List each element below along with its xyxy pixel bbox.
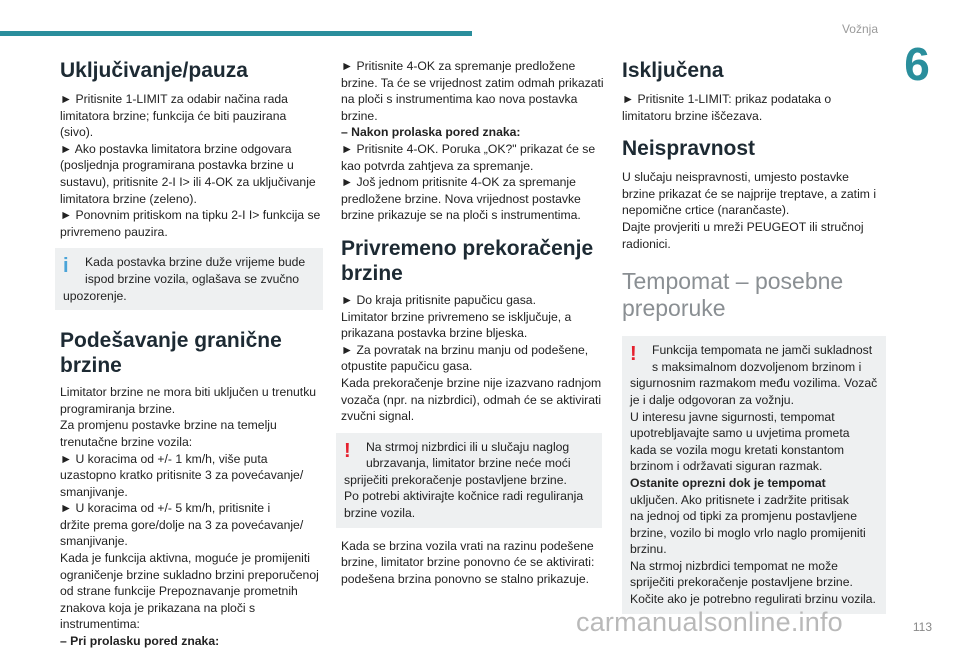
text-line: Kada prekoračenje brzine nije izazvano radnjom [341, 375, 602, 390]
text-line: brzine prikazuje se na ploči s instrumentima. [341, 208, 581, 223]
text-line: zvučni signal. [341, 409, 415, 424]
text-line: smanjivanje. [60, 534, 128, 549]
text-line: ► U koracima od +/- 5 km/h, pritisnite i [60, 501, 271, 516]
text-line: Dajte provjeriti u mreži PEUGEOT ili stručnoj [622, 219, 864, 234]
note-line: spriječiti prekoračenje postavljene brzine. [344, 472, 567, 487]
note-line: Na strmoj nizbrdici ili u slučaju naglog [366, 439, 570, 454]
note-line: Po potrebi aktivirajte kočnice radi reguliranja [344, 489, 584, 504]
text-line: vozača (npr. na nizbrdici), odmah će se aktivirati [341, 392, 602, 407]
note-line: s maksimalnom dozvoljenom brzinom i [652, 359, 862, 374]
text-line: uzastopno kratko pritisnite 3 za povećavanje/ [60, 468, 304, 483]
text-line: ► Pritisnite 4-OK. Poruka „OK?" prikazat će se [341, 141, 596, 156]
text-line: radionici. [622, 236, 671, 251]
text-line: Limitator brzine ne mora biti uključen u trenutku [60, 385, 317, 400]
text-line: ► U koracima od +/- 1 km/h, više puta [60, 451, 268, 466]
heading-podesavanje [60, 328, 322, 378]
info-note [55, 248, 323, 310]
text-line: instrumentima: [60, 617, 140, 632]
note-line: Kočite ako je potrebno regulirati brzinu vozila. [630, 592, 876, 607]
note-line: ispod brzine vozila, oglašava se zvučno [85, 271, 300, 286]
note-line: Na strmoj nizbrdici tempomat ne može [630, 558, 838, 573]
text-line: od strane funkcije Prepoznavanje prometnih [60, 584, 298, 599]
text-line: ► Pritisnite 1-LIMIT: prikaz podataka o [622, 92, 832, 106]
header-accent-bar [0, 31, 472, 36]
paragraph-podesavanje [60, 384, 322, 650]
note-line: kada se vozila mogu kretati konstantom [630, 442, 845, 457]
watermark: carmanualsonline.info [576, 607, 843, 637]
note-line: je i dalje odgovoran za vožnju. [630, 392, 794, 407]
text-line: ► Ponovnim pritiskom na tipku 2-I I> funkcija se [60, 208, 321, 223]
note-line: brzinom i održavati siguran razmak. [630, 459, 823, 474]
text-line: prikazana postavka brzine bljeska. [341, 326, 528, 341]
text-line: limitatoru brzine iščezava. [622, 108, 763, 123]
text-line: otpustite papučicu gasa. [341, 359, 473, 374]
text-line: limitatora brzine; funkcija će biti pauzirana (sivo). [60, 108, 287, 140]
text-line: ► Još jednom pritisnite 4-OK za spremanje [341, 175, 576, 190]
warning-icon: ! [344, 439, 351, 462]
heading-prekoracenje [341, 236, 607, 286]
column-1 [60, 58, 322, 650]
note-line: U interesu javne sigurnosti, tempomat [630, 409, 835, 424]
text-line: – Pri prolasku pored znaka: [60, 634, 220, 649]
text-line: ograničenje brzine sukladno brzini preporučenoj [60, 567, 319, 582]
heading-line: brzine [341, 261, 403, 285]
paragraph-ukljucivanje [60, 91, 322, 240]
text-line: Kada je funkcija aktivna, moguće je promijeniti [60, 551, 310, 566]
warning-note [622, 336, 886, 614]
note-line: uključen. Ako pritisnete i zadržite pritisak [630, 492, 849, 507]
note-line: Kada postavka brzine duže vrijeme bude [85, 255, 306, 270]
note-line: brzinu. [630, 542, 667, 557]
heading-line: brzine [60, 354, 122, 378]
heading-ukljucivanje: Uključivanje/pauza [60, 59, 248, 82]
text-line: podešena brzina ponovno se stalno prikazuje. [341, 571, 589, 586]
heading-line: Podešavanje granične [60, 329, 282, 353]
text-line: kao potvrda zahtjeva za spremanje. [341, 158, 534, 173]
text-line: predložene brzine. Nova vrijednost postavke [341, 191, 581, 206]
text-line: znakova koja je prikazana na ploči s [60, 600, 256, 615]
text-line: ► Do kraja pritisnite papučicu gasa. [341, 292, 536, 307]
paragraph-znak [341, 58, 607, 224]
text-line: ► Ako postavka limitatora brzine odgovara [60, 141, 292, 156]
text-line: U slučaju neispravnosti, umjesto postavke [622, 170, 849, 185]
heading-line: preporuke [622, 295, 726, 322]
text-line: sustavu), pritisnite 2-I I> ili 4-OK za uključivanje [60, 174, 316, 189]
text-line: brzine prikazat će se najprije treptave, a zatim i [622, 186, 877, 201]
chapter-number: 6 [904, 38, 930, 90]
text-line: (posljednja programirana postavka brzine u [60, 158, 294, 173]
note-line: upozorenje. [63, 288, 127, 303]
heading-tempomat [622, 268, 888, 322]
paragraph-neispravnost [622, 169, 888, 252]
text-line: Kada se brzina vozila vrati na razinu podešene [341, 538, 594, 553]
page-number: 113 [912, 620, 932, 634]
text-line: brzine, limitator brzine ponovno će se aktivirati: [341, 555, 595, 570]
text-line: privremeno pauzira. [60, 224, 168, 239]
text-line: smanjivanje. [60, 484, 128, 499]
text-line: brzine. Ta će se vrijednost zatim odmah prikazati [341, 75, 604, 90]
text-line: limitatora brzine (zeleno). [60, 191, 197, 206]
text-line: ► Za povratak na brzinu manju od podešene, [341, 342, 589, 357]
text-line: Za promjenu postavke brzine na temelju [60, 418, 277, 433]
text-line: Limitator brzine privremeno se isključuje, a [341, 309, 572, 324]
heading-line: Tempomat – posebne [622, 268, 844, 295]
note-line: upotrebljavajte samo u uvjetima prometa [630, 426, 850, 441]
note-line: ubrzavanja, limitator brzine neće moći [366, 456, 571, 471]
text-line: ► Pritisnite 4-OK za spremanje predložene [341, 59, 576, 73]
text-line: ► Pritisnite 1-LIMIT za odabir načina rada [60, 92, 288, 106]
paragraph-povratak [341, 538, 607, 588]
paragraph-prekoracenje [341, 292, 607, 425]
text-line: brzine. [341, 108, 378, 123]
note-line: sigurnosnim razmakom među vozilima. Vozač [630, 376, 878, 391]
text-line: na ploči s instrumentima kao nova postavka [341, 92, 578, 107]
section-title: Vožnja [841, 22, 878, 36]
heading-neispravnost: Neispravnost [622, 137, 756, 161]
warning-note [336, 433, 602, 528]
text-line: nepomične crtice (narančaste). [622, 203, 790, 218]
note-line: brzine vozila. [344, 506, 416, 521]
info-icon: i [63, 255, 69, 278]
text-line: držite prema gore/dolje na 3 za povećavanje/ [60, 517, 304, 532]
warning-icon: ! [630, 343, 637, 366]
paragraph-iskljucena [622, 91, 888, 124]
heading-line: Privremeno prekoračenje [341, 236, 594, 260]
text-line: – Nakon prolaska pored znaka: [341, 125, 521, 140]
column-3 [622, 58, 888, 614]
text-line: programiranja brzine. [60, 401, 176, 416]
note-line: spriječiti prekoračenje postavljene brzine. [630, 575, 853, 590]
note-line: Ostanite oprezni dok je tempomat [630, 475, 826, 490]
text-line: trenutačne brzine vozila: [60, 434, 193, 449]
note-line: Funkcija tempomata ne jamči sukladnost [652, 343, 873, 358]
note-line: brzine, vozilo bi moglo vrlo naglo promijeniti [630, 525, 866, 540]
column-2 [341, 58, 607, 587]
note-line: na jednoj od tipki za promjenu postavljene [630, 509, 857, 524]
heading-iskljucena: Isključena [622, 59, 724, 82]
